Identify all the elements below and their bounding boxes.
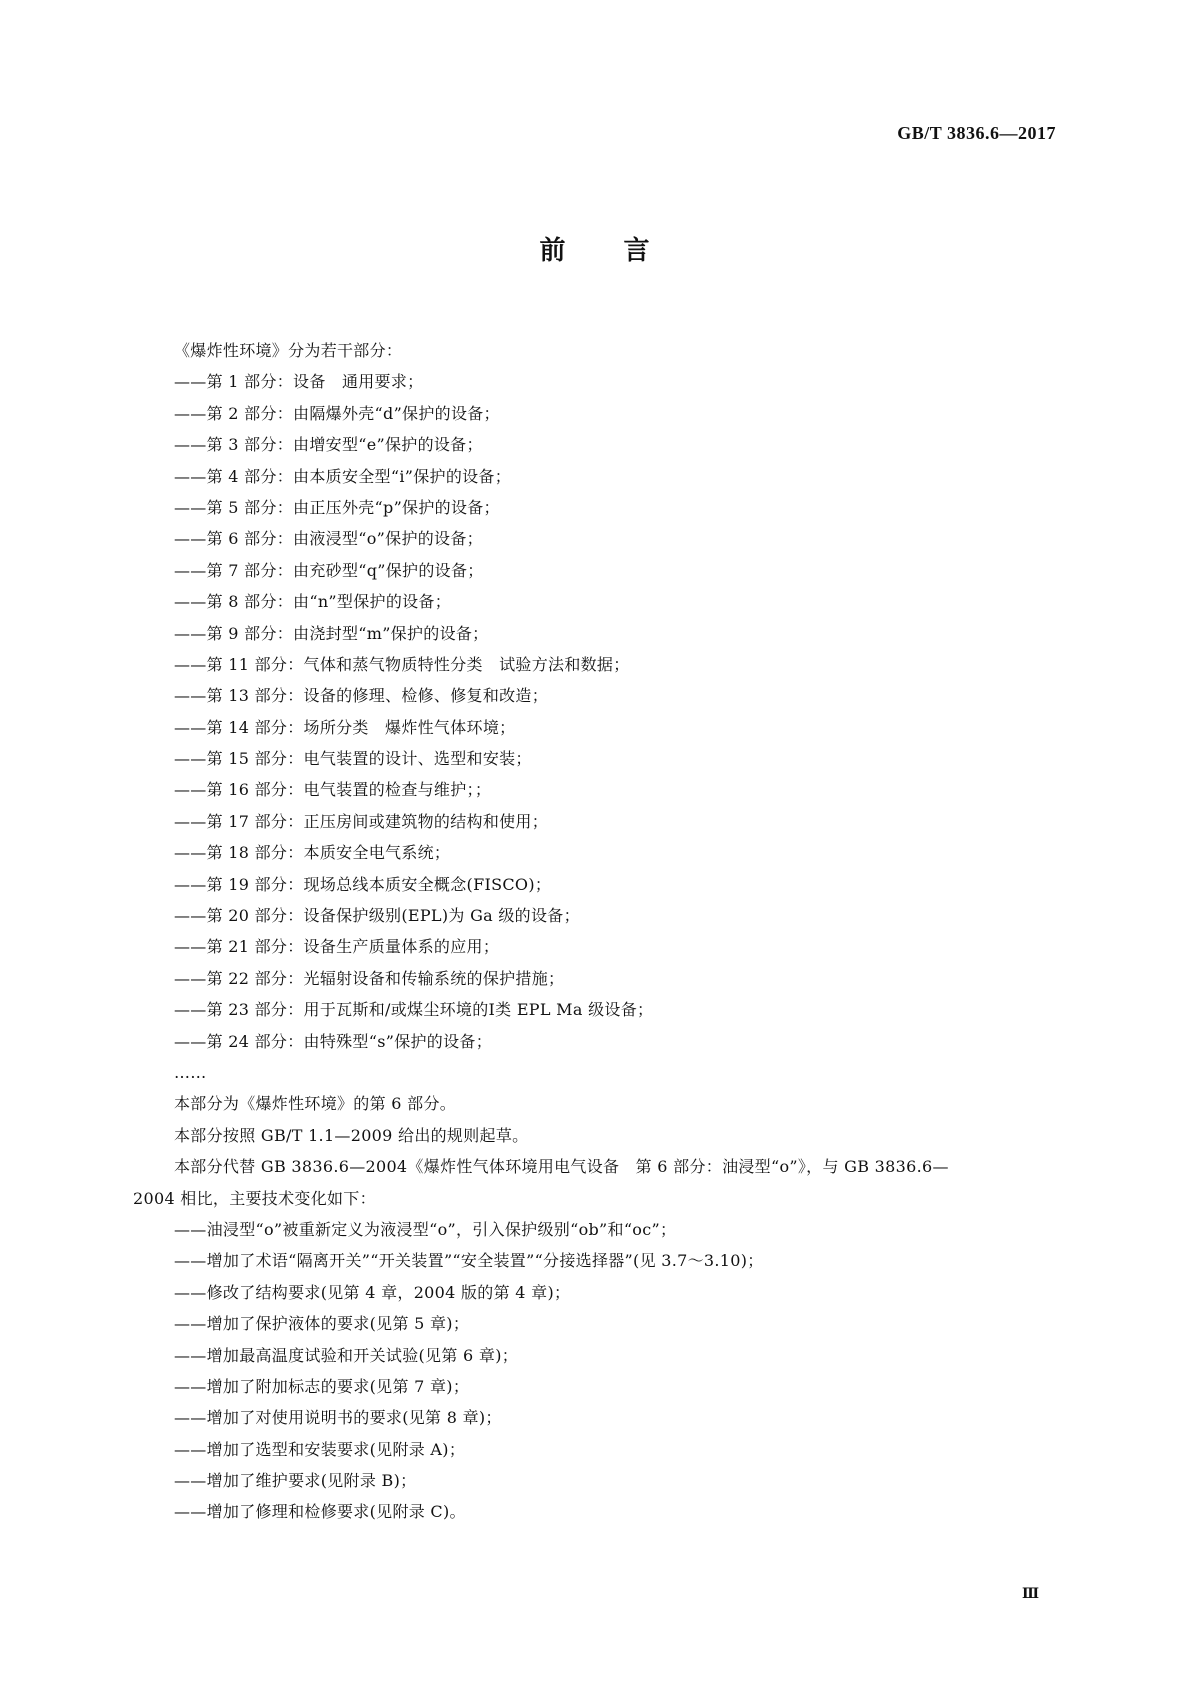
statement-drafting-rules: 本部分按照 GB/T 1.1—2009 给出的规则起草。 [174,1125,529,1145]
statement-replacement: 本部分代替 GB 3836.6—2004《爆炸性气体环境用电气设备 第 6 部分：油浸型“o”》，与 GB 3836.6— [174,1157,949,1177]
part-item: ——第 20 部分：设备保护级别(EPL)为 Ga 级的设备； [174,906,580,926]
change-item: ——增加了附加标志的要求(见第 7 章)； [174,1376,470,1396]
part-item: ——第 16 部分：电气装置的检查与维护；； [174,780,492,800]
change-item: ——增加了对使用说明书的要求(见第 8 章)； [174,1408,502,1428]
part-item: ——第 21 部分：设备生产质量体系的应用； [174,937,500,957]
part-item: ——第 3 部分：由增安型“e”保护的设备； [174,435,483,455]
part-item: ——第 11 部分：气体和蒸气物质特性分类 试验方法和数据； [174,654,630,674]
part-item: ——第 4 部分：由本质安全型“i”保护的设备； [174,466,512,486]
part-item: ——第 6 部分：由液浸型“o”保护的设备； [174,529,483,549]
ellipsis: …… [174,1062,207,1082]
part-item: ——第 2 部分：由隔爆外壳“d”保护的设备； [174,403,500,423]
part-item: ——第 5 部分：由正压外壳“p”保护的设备； [174,497,500,517]
change-item: ——增加了修理和检修要求(见附录 C)。 [174,1502,466,1522]
change-item: ——增加最高温度试验和开关试验(见第 6 章)； [174,1345,519,1365]
statement-part-number: 本部分为《爆炸性环境》的第 6 部分。 [174,1094,457,1114]
title-char-1: 前 [539,236,568,266]
change-item: ——增加了维护要求(见附录 B)； [174,1471,417,1491]
statement-replacement-continued: 2004 相比，主要技术变化如下： [133,1188,376,1208]
part-item: ——第 7 部分：由充砂型“q”保护的设备； [174,560,484,580]
part-item: ——第 18 部分：本质安全电气系统； [174,843,451,863]
part-item: ——第 14 部分：场所分类 爆炸性气体环境； [174,717,516,737]
part-item: ——第 8 部分：由“n”型保护的设备； [174,592,452,612]
intro-line: 《爆炸性环境》分为若干部分： [174,341,403,360]
part-item: ——第 15 部分：电气装置的设计、选型和安装； [174,749,532,769]
page-title [0,230,1191,267]
change-item: ——增加了术语“隔离开关”“开关装置”“安全装置”“分接选择器”(见 3.7～3.10)； [174,1251,764,1271]
standard-code: GB/T 3836.6—2017 [897,123,1056,143]
change-item: ——修改了结构要求(见第 4 章，2004 版的第 4 章)； [174,1282,571,1302]
change-item: ——增加了选型和安装要求(见附录 A)； [174,1439,466,1459]
change-item: ——油浸型“o”被重新定义为液浸型“o”，引入保护级别“ob”和“oc”； [174,1219,677,1239]
part-item: ——第 9 部分：由浇封型“m”保护的设备； [174,623,489,643]
part-item: ——第 1 部分：设备 通用要求； [174,372,424,392]
change-item: ——增加了保护液体的要求(见第 5 章)； [174,1314,470,1334]
part-item: ——第 13 部分：设备的修理、检修、修复和改造； [174,686,549,706]
part-item: ——第 19 部分：现场总线本质安全概念(FISCO)； [174,874,552,894]
page-number: Ⅲ [1021,1587,1039,1602]
part-item: ——第 23 部分：用于瓦斯和/或煤尘环境的Ⅰ类 EPL Ma 级设备； [174,1000,654,1020]
part-item: ——第 22 部分：光辐射设备和传输系统的保护措施； [174,968,565,988]
title-char-2: 言 [623,236,652,266]
part-item: ——第 24 部分：由特殊型“s”保护的设备； [174,1031,493,1051]
document-body [133,335,1068,1528]
part-item: ——第 17 部分：正压房间或建筑物的结构和使用； [174,811,549,831]
